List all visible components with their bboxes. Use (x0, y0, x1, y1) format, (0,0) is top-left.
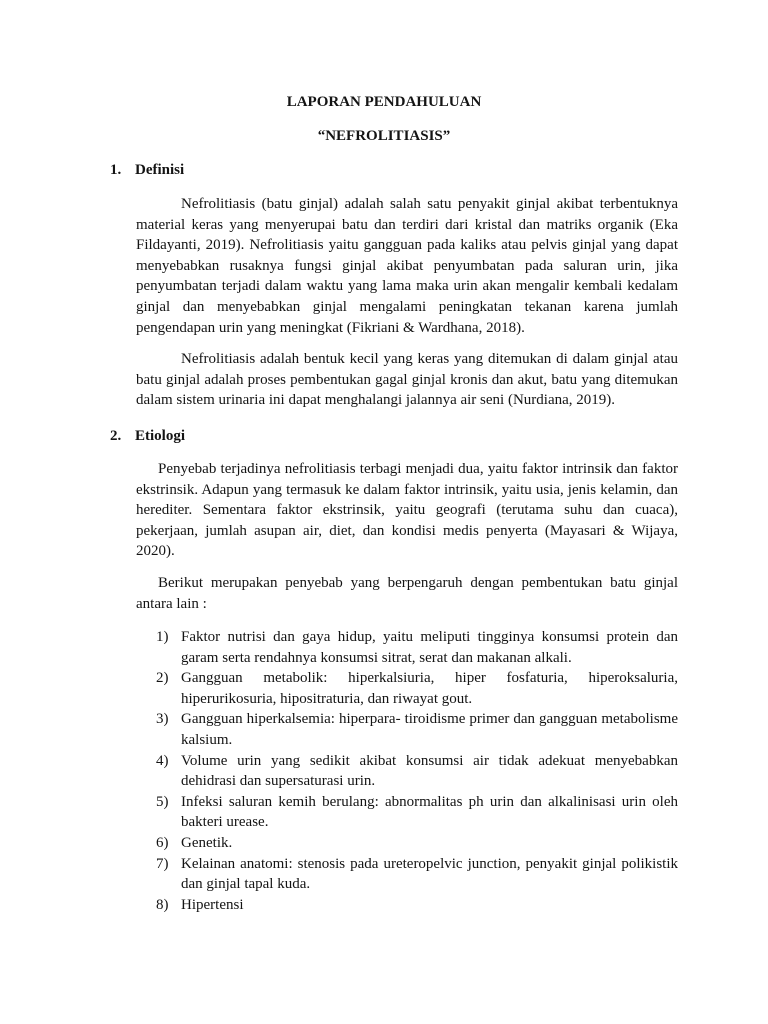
list-item (156, 792, 678, 833)
list-item-text: Infeksi saluran kemih berulang: abnormalitas ph urin dan alkalinisasi urin oleh bakteri urease. (181, 793, 678, 831)
list-item-text: Volume urin yang sedikit akibat konsumsi air tidak adekuat menyebabkan dehidrasi dan supersaturasi urin. (181, 752, 678, 790)
list-item (156, 833, 678, 854)
list-marker: 3) (156, 711, 169, 728)
list-item-text: Kelainan anatomi: stenosis pada ureteropelvic junction, penyakit ginjal polikistik dan ginjal tapal kuda. (181, 855, 678, 893)
list-item (156, 895, 678, 916)
list-item (156, 668, 678, 709)
document-title: LAPORAN PENDAHULUAN (286, 94, 482, 110)
list-marker: 1) (156, 629, 169, 645)
list-item (156, 751, 678, 792)
section-heading-text: Etiologi (135, 428, 186, 444)
list-item-text: Faktor nutrisi dan gaya hidup, yaitu meliputi tingginya konsumsi protein dan garam serta rendahnya konsumsi sitrat, serat dan makanan alkali. (181, 629, 678, 666)
list-marker: 8) (156, 896, 169, 913)
list-item-text: Hipertensi (181, 896, 244, 913)
list-marker: 2) (156, 670, 169, 687)
list-item-text: Gangguan hiperkalsemia: hiperpara- tiroidisme primer dan gangguan metabolisme kalsium. (181, 711, 678, 748)
paragraph: Penyebab terjadinya nefrolitiasis terbagi menjadi dua, yaitu faktor intrinsik dan faktor ekstrinsik. Adapun yang termasuk ke dalam faktor intrinsik, yaitu usia, jenis kelamin, dan herediter. Sementara faktor ekstrinsik, yaitu geografi (terutama suhu dan cuaca), pekerjaan, jumlah asupan air, diet, dan kondisi medis penyerta (Mayasari & Wijaya, 2020). (136, 461, 678, 560)
cause-list (156, 627, 678, 915)
list-marker: 4) (156, 752, 169, 769)
paragraph: Nefrolitiasis (batu ginjal) adalah salah satu penyakit ginjal akibat terbentuknya material keras yang menyerupai batu dan terdiri dari kristal dan matriks organik (Eka Fildayanti, 2019). Nefrolitiasis yaitu gangguan pada kaliks atau pelvis ginjal yang dapat menyebabkan rusaknya fungsi ginjal akibat penyumbatan pada saluran urin, jika penyumbatan terjadi dalam waktu yang lama maka urin akan mengalir kembali kedalam ginjal dan menyebabkan ginjal mengalami peningkatan tekanan karena jumlah pengendapan urin yang meningkat (Fikriani & Wardhana, 2018). (136, 196, 678, 336)
list-marker: 7) (156, 855, 169, 872)
list-item (156, 854, 678, 895)
list-item-text: Genetik. (181, 834, 233, 851)
section-number: 2. (110, 428, 122, 444)
paragraph: Nefrolitiasis adalah bentuk kecil yang keras yang ditemukan di dalam ginjal atau batu ginjal adalah proses pembentukan gagal ginjal kronis dan akut, batu yang ditemukan dalam sistem urinaria ini dapat menghalangi jalannya air seni (Nurdiana, 2019). (136, 351, 678, 409)
list-item-text: Gangguan metabolik: hiperkalsiuria, hiper fosfaturia, hiperoksaluria, hiperurikosuria, hipositraturia, dan riwayat gout. (181, 670, 678, 707)
list-item (156, 709, 678, 750)
section-heading-etiologi (110, 426, 185, 446)
list-marker: 6) (156, 834, 169, 851)
section-heading-definisi (110, 160, 184, 180)
list-item (156, 627, 678, 668)
section-number: 1. (110, 162, 122, 178)
paragraph: Berikut merupakan penyebab yang berpengaruh dengan pembentukan batu ginjal antara lain : (136, 575, 678, 612)
list-marker: 5) (156, 793, 169, 810)
document-subtitle: “NEFROLITIASIS” (317, 128, 451, 144)
section-heading-text: Definisi (135, 162, 185, 178)
